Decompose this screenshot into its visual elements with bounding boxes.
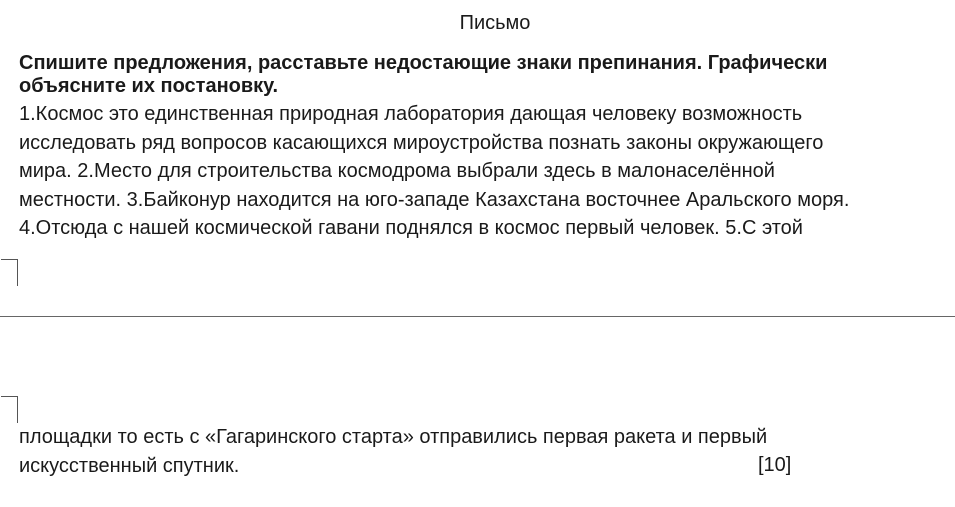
task-instruction [19,52,919,98]
page-corner-mark [1,259,18,286]
instruction-line: объясните их постановку. [19,75,279,97]
instruction-line: Спишите предложения, расставьте недостающие знаки препинания. Графически [19,52,828,74]
exercise-text [19,100,951,243]
text-line: мира. 2.Место для строительства космодрома выбрали здесь в малонаселённой [19,160,775,182]
text-line: местности. 3.Байконур находится на юго-западе Казахстана восточнее Аральского моря. [19,188,850,211]
page-corner-mark [1,396,18,423]
text-line: 1.Космос это единственная природная лаборатория дающая человеку возможность [19,103,803,125]
text-line: площадки то есть с «Гагаринского старта» отправились первая ракета и первый [19,426,768,448]
text-line: 4.Отсюда с нашей космической гавани поднялся в космос первый человек. 5.С этой [19,217,803,239]
exercise-text-continuation [19,423,949,480]
page-title: Письмо [459,12,531,34]
text-line: искусственный спутник. [19,454,240,477]
page-divider [0,316,955,317]
marks-label: [10] [758,454,792,476]
text-line: исследовать ряд вопросов касающихся мироустройства познать законы окружающего [19,131,824,154]
